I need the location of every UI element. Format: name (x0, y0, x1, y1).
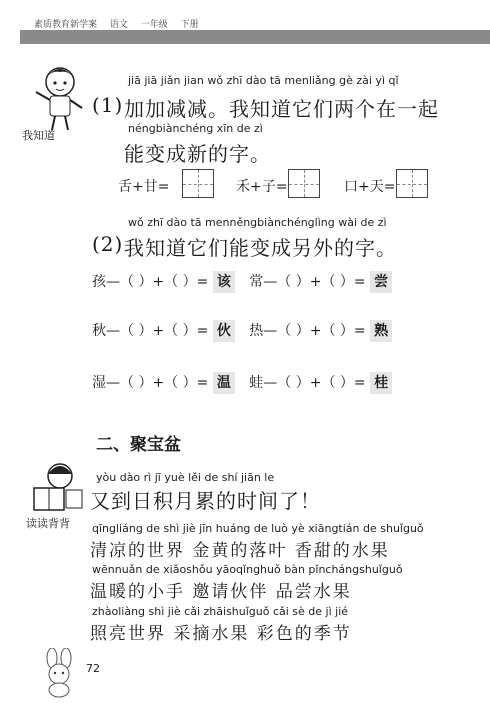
split-row-3-left: 湿—（ ）+（ ）= (92, 375, 209, 391)
verse-1-text: 清凉的世界 金黄的落叶 香甜的水果 (90, 541, 390, 561)
grade: 一年级 (140, 20, 168, 30)
answer-box-3[interactable] (396, 169, 428, 198)
q1-number: (1) (92, 93, 124, 117)
equation-3: 口+天= (344, 179, 396, 195)
q1-pinyin-2: néngbiànchéng xīn de zì (128, 122, 263, 135)
split-row-1-answer-right: 尝 (370, 271, 392, 293)
verse-3-text: 照亮世界 采摘水果 彩色的季节 (90, 624, 352, 644)
split-row-3-right: 蛙—（ ）+（ ）= (249, 375, 366, 391)
page-number: 72 (86, 662, 100, 675)
verse-1-pinyin: qīngliáng de shì jiè jīn huáng de luò yè xiāngtián de shuǐguǒ (92, 522, 424, 535)
q2-number: (2) (92, 232, 124, 256)
split-row-3 (92, 372, 392, 394)
q1-text-2: 能变成新的字。 (124, 142, 271, 166)
section-label-know: 我知道 (22, 129, 55, 142)
series-name: 素质教育新学案 (34, 20, 98, 30)
q2-text: 我知道它们能变成另外的字。 (124, 236, 397, 260)
split-row-1-left: 孩—（ ）+（ ）= (92, 274, 209, 290)
answer-box-2[interactable] (288, 169, 320, 198)
verse-0-pinyin: yòu dào rì jī yuè lěi de shí jiān le (96, 471, 275, 484)
equation-1: 舌+甘= (118, 179, 170, 195)
split-row-3-answer-right: 桂 (370, 372, 392, 394)
split-row-1 (92, 271, 392, 293)
split-row-1-right: 常—（ ）+（ ）= (249, 274, 366, 290)
reading-child-illustration (26, 458, 90, 516)
split-row-1-answer-left: 该 (213, 271, 235, 293)
split-row-3-answer-left: 温 (213, 372, 235, 394)
section-2-title: 二、聚宝盆 (96, 435, 181, 455)
bunny-illustration (34, 648, 84, 698)
split-row-2-answer-left: 伙 (213, 320, 235, 342)
split-row-2-left: 秋—（ ）+（ ）= (92, 323, 209, 339)
answer-box-1[interactable] (182, 169, 214, 198)
header-text (34, 17, 209, 30)
q2-pinyin: wǒ zhī dào tā menněngbiànchénglìng wài de zì (128, 216, 387, 229)
q1-pinyin: jiā jiā jiǎn jian wǒ zhī dào tā menliǎng gè zài yì qǐ (128, 74, 399, 87)
equation-2: 禾+子= (236, 179, 288, 195)
q1-text: 加加减减。我知道它们两个在一起 (124, 97, 439, 121)
verse-2-text: 温暖的小手 邀请伙伴 品尝水果 (90, 582, 352, 602)
verse-3-pinyin: zhàoliàng shì jiè cǎi zhāishuǐguǒ cǎi sè de jì jié (92, 605, 349, 618)
verse-0-text: 又到日积月累的时间了！ (90, 489, 321, 513)
split-row-2 (92, 320, 392, 342)
subject: 语文 (109, 20, 128, 30)
split-row-2-answer-right: 熟 (370, 320, 392, 342)
volume: 下册 (180, 20, 199, 30)
split-row-2-right: 热—（ ）+（ ）= (249, 323, 366, 339)
section-label-read: 读读背背 (26, 517, 70, 530)
verse-2-pinyin: wēnnuǎn de xiǎoshǒu yāoqǐnghuǒ bàn pǐnchángshuǐguǒ (92, 563, 403, 576)
header-bar (20, 30, 490, 44)
